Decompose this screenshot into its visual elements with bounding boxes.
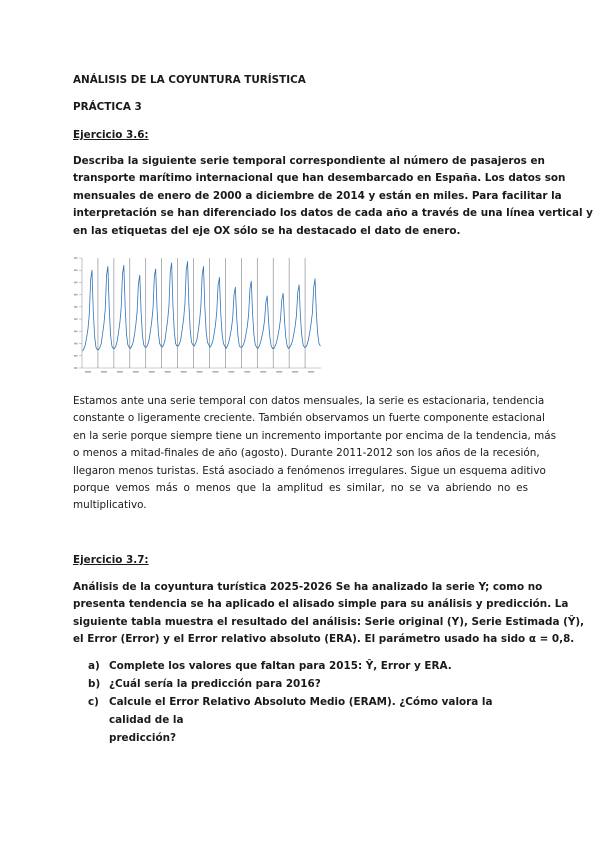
data-point	[181, 338, 182, 339]
data-point	[198, 331, 199, 332]
data-point	[218, 285, 219, 286]
data-point	[232, 318, 233, 319]
data-point	[290, 347, 291, 348]
data-point	[288, 348, 289, 349]
data-point	[154, 276, 155, 277]
data-point	[101, 343, 102, 344]
x-tick-label	[292, 371, 298, 373]
data-point	[224, 346, 225, 347]
statement-line: interpretación se han diferenciado los datos de cada año a través de una línea vertical y	[73, 207, 593, 220]
data-point	[231, 329, 232, 330]
data-point	[85, 345, 86, 346]
data-point	[274, 348, 275, 349]
data-point	[92, 270, 93, 271]
data-point	[206, 331, 207, 332]
data-point	[133, 342, 134, 343]
x-tick-label	[165, 371, 171, 373]
question-text: ¿Cuál sería la predicción para 2016?	[109, 678, 321, 690]
answer-line: Estamos ante una serie temporal con datos mensuales, la serie es estacionaria, tendencia	[73, 395, 545, 407]
data-point	[223, 343, 224, 344]
data-point	[113, 348, 114, 349]
data-point	[120, 323, 121, 324]
data-point	[270, 337, 271, 338]
data-point	[320, 346, 321, 347]
data-point	[211, 345, 212, 346]
answer-line: en la serie porque siempre tiene un incremento importante por encima de la tendencia, más	[73, 429, 557, 442]
data-point	[251, 281, 252, 282]
data-point	[236, 318, 237, 319]
x-tick-label	[181, 371, 187, 373]
data-point	[143, 345, 144, 346]
data-point	[209, 345, 210, 346]
answer-line: porque vemos más o menos que la amplitud es similar, no se va abriendo no es	[73, 482, 528, 495]
x-tick-label	[197, 371, 203, 373]
data-point	[187, 261, 188, 262]
data-point	[234, 294, 235, 295]
data-point	[316, 313, 317, 314]
data-point	[305, 347, 306, 348]
data-point	[151, 321, 152, 322]
data-point	[202, 275, 203, 276]
data-point	[238, 336, 239, 337]
data-point	[279, 329, 280, 330]
data-point	[132, 346, 133, 347]
data-point	[129, 347, 130, 348]
y-tick-label	[74, 306, 78, 308]
statement-line: el Error (Error) y el Error relativo absoluto (ERA). El parámetro usado ha sido α = 0,8.	[73, 633, 575, 646]
data-point	[227, 346, 228, 347]
data-point	[283, 293, 284, 294]
data-point	[230, 336, 231, 337]
statement-line: siguiente tabla muestra el resultado del análisis: Serie original (Y), Serie Estimada (Ŷ),	[73, 615, 585, 628]
question-text: Complete los valores que faltan para 2015: Ŷ, Error y ERA.	[109, 660, 452, 672]
data-point	[162, 347, 163, 348]
passenger-series-chart	[73, 254, 328, 376]
data-point	[222, 334, 223, 335]
data-point	[248, 314, 249, 315]
data-point	[125, 307, 126, 308]
data-point	[280, 319, 281, 320]
data-point	[94, 336, 95, 337]
data-point	[308, 340, 309, 341]
data-point	[250, 288, 251, 289]
data-point	[174, 331, 175, 332]
data-point	[189, 304, 190, 305]
data-point	[100, 347, 101, 348]
data-point	[140, 275, 141, 276]
statement-line: presenta tendencia se ha aplicado el alisado simple para su análisis y predicción. La	[73, 598, 569, 611]
data-point	[166, 330, 167, 331]
data-point	[177, 346, 178, 347]
x-tick-label	[133, 371, 139, 373]
question-marker: c)	[88, 696, 99, 708]
data-point	[138, 283, 139, 284]
x-tick-label	[276, 371, 282, 373]
data-point	[82, 351, 83, 352]
data-point	[210, 347, 211, 348]
data-point	[268, 321, 269, 322]
exercise-3-7-questions	[88, 657, 528, 747]
statement-line: Describa la siguiente serie temporal correspondiente al número de pasajeros en	[73, 155, 545, 167]
data-point	[315, 279, 316, 280]
data-point	[89, 314, 90, 315]
data-point	[190, 330, 191, 331]
answer-line: multiplicativo.	[73, 499, 147, 512]
x-tick-label	[85, 371, 91, 373]
data-point	[259, 346, 260, 347]
exercise-3-7-title: Ejercicio 3.7:	[73, 554, 149, 566]
data-point	[147, 345, 148, 346]
data-point	[175, 343, 176, 344]
data-point	[221, 313, 222, 314]
data-point	[122, 274, 123, 275]
answer-line: llegaron menos turistas. Está asociado a fenómenos irregulares. Sigue un esquema aditivo	[73, 464, 546, 477]
data-point	[271, 346, 272, 347]
data-point	[110, 335, 111, 336]
data-point	[145, 347, 146, 348]
data-point	[155, 269, 156, 270]
data-point	[130, 348, 131, 349]
data-point	[93, 312, 94, 313]
data-point	[104, 324, 105, 325]
x-tick-label	[212, 371, 218, 373]
data-point	[157, 308, 158, 309]
question-text: predicción?	[109, 732, 177, 744]
question-text: Calcule el Error Relativo Absoluto Medio (ERAM). ¿Cómo valora la calidad de la	[109, 696, 493, 726]
data-point	[137, 312, 138, 313]
data-point	[266, 302, 267, 303]
data-point	[185, 304, 186, 305]
data-point	[118, 332, 119, 333]
data-point	[215, 325, 216, 326]
data-point	[294, 334, 295, 335]
data-point	[272, 348, 273, 349]
document-title: ANÁLISIS DE LA COYUNTURA TURÍSTICA	[73, 74, 306, 86]
data-point	[170, 271, 171, 272]
x-tick-label	[228, 371, 234, 373]
data-point	[203, 266, 204, 267]
data-point	[207, 342, 208, 343]
data-point	[150, 331, 151, 332]
data-point	[167, 320, 168, 321]
data-point	[124, 265, 125, 266]
data-point	[121, 308, 122, 309]
y-tick-label	[74, 318, 78, 320]
data-point	[153, 308, 154, 309]
question-item	[88, 693, 528, 747]
data-point	[163, 345, 164, 346]
y-tick-label	[74, 294, 78, 296]
data-point	[126, 334, 127, 335]
data-point	[178, 346, 179, 347]
y-tick-label	[74, 355, 78, 357]
data-point	[165, 340, 166, 341]
data-point	[278, 336, 279, 337]
data-point	[219, 277, 220, 278]
data-point	[267, 296, 268, 297]
data-point	[169, 305, 170, 306]
data-point	[114, 348, 115, 349]
answer-line: constante o ligeramente creciente. También observamos un fuerte componente estacional	[73, 412, 545, 425]
data-point	[246, 334, 247, 335]
data-point	[275, 346, 276, 347]
data-point	[98, 349, 99, 350]
data-point	[235, 287, 236, 288]
data-point	[312, 313, 313, 314]
exercise-3-6-statement	[73, 153, 593, 240]
statement-line: en las etiquetas del eje OX sólo se ha destacado el dato de enero.	[73, 224, 461, 237]
data-point	[292, 341, 293, 342]
data-point	[186, 270, 187, 271]
question-item	[88, 657, 528, 675]
data-point	[109, 308, 110, 309]
data-point	[263, 330, 264, 331]
data-point	[142, 335, 143, 336]
x-tick-label	[101, 371, 107, 373]
data-point	[158, 332, 159, 333]
data-point	[201, 307, 202, 308]
data-point	[194, 346, 195, 347]
statement-line: transporte marítimo internacional que han desembarcado en España. Los datos son	[73, 172, 566, 185]
data-point	[182, 329, 183, 330]
data-point	[309, 332, 310, 333]
data-point	[214, 334, 215, 335]
data-point	[128, 345, 129, 346]
data-point	[282, 299, 283, 300]
data-point	[106, 275, 107, 276]
data-point	[226, 348, 227, 349]
data-point	[299, 285, 300, 286]
y-tick-label	[74, 257, 78, 259]
data-point	[300, 316, 301, 317]
data-point	[286, 337, 287, 338]
data-point	[317, 334, 318, 335]
data-point	[243, 345, 244, 346]
data-point	[247, 326, 248, 327]
data-point	[264, 320, 265, 321]
data-point	[173, 305, 174, 306]
data-point	[105, 309, 106, 310]
data-point	[161, 346, 162, 347]
data-point	[179, 343, 180, 344]
data-point	[146, 347, 147, 348]
practice-heading: PRÁCTICA 3	[73, 101, 142, 113]
exercise-3-6-answer	[73, 393, 557, 515]
data-point	[304, 347, 305, 348]
data-point	[213, 341, 214, 342]
data-point	[205, 307, 206, 308]
data-point	[228, 342, 229, 343]
y-tick-label	[74, 367, 78, 369]
data-point	[239, 346, 240, 347]
data-point	[252, 314, 253, 315]
data-point	[84, 348, 85, 349]
data-point	[244, 341, 245, 342]
data-point	[112, 346, 113, 347]
data-point	[159, 343, 160, 344]
data-point	[117, 341, 118, 342]
data-point	[116, 346, 117, 347]
data-point	[260, 342, 261, 343]
data-point	[134, 335, 135, 336]
data-point	[303, 345, 304, 346]
y-tick-label	[74, 282, 78, 284]
y-tick-label	[74, 343, 78, 345]
data-point	[242, 347, 243, 348]
data-point	[301, 335, 302, 336]
data-point	[256, 347, 257, 348]
data-point	[291, 345, 292, 346]
data-point	[276, 342, 277, 343]
data-point	[254, 335, 255, 336]
data-point	[171, 263, 172, 264]
x-tick-label	[149, 371, 155, 373]
data-point	[136, 325, 137, 326]
data-point	[284, 320, 285, 321]
exercise-3-7-statement	[73, 579, 585, 649]
data-point	[197, 340, 198, 341]
data-point	[298, 292, 299, 293]
data-point	[287, 346, 288, 347]
y-tick-label	[74, 331, 78, 333]
data-point	[240, 347, 241, 348]
question-item	[88, 675, 528, 693]
y-tick-label	[74, 269, 78, 271]
data-point	[183, 319, 184, 320]
data-point	[307, 345, 308, 346]
data-point	[191, 342, 192, 343]
question-marker: b)	[88, 678, 101, 690]
data-point	[295, 326, 296, 327]
x-tick-label	[117, 371, 123, 373]
data-point	[313, 287, 314, 288]
data-point	[90, 280, 91, 281]
data-point	[311, 324, 312, 325]
statement-line: Análisis de la coyuntura turística 2025-2026 Se ha analizado la serie Y; como no	[73, 581, 543, 593]
exercise-3-6-title: Ejercicio 3.6:	[73, 129, 149, 141]
data-point	[262, 336, 263, 337]
data-point	[108, 266, 109, 267]
x-tick-label	[260, 371, 266, 373]
data-point	[255, 345, 256, 346]
data-point	[88, 329, 89, 330]
series-line	[83, 262, 321, 351]
data-point	[149, 340, 150, 341]
statement-line: mensuales de enero de 2000 a diciembre de 2014 y están en miles. Para facilitar la	[73, 189, 562, 202]
data-point	[296, 315, 297, 316]
x-tick-label	[308, 371, 314, 373]
data-point	[258, 348, 259, 349]
data-point	[97, 349, 98, 350]
data-point	[193, 345, 194, 346]
question-marker: a)	[88, 660, 100, 672]
answer-line: o menos a mitad-finales de año (agosto). Durante 2011-2012 son los años de la recesión,	[73, 447, 540, 460]
data-point	[96, 347, 97, 348]
data-point	[195, 343, 196, 344]
data-point	[86, 337, 87, 338]
data-point	[199, 321, 200, 322]
x-tick-label	[244, 371, 250, 373]
data-point	[141, 312, 142, 313]
data-point	[102, 334, 103, 335]
data-point	[217, 312, 218, 313]
data-point	[319, 343, 320, 344]
